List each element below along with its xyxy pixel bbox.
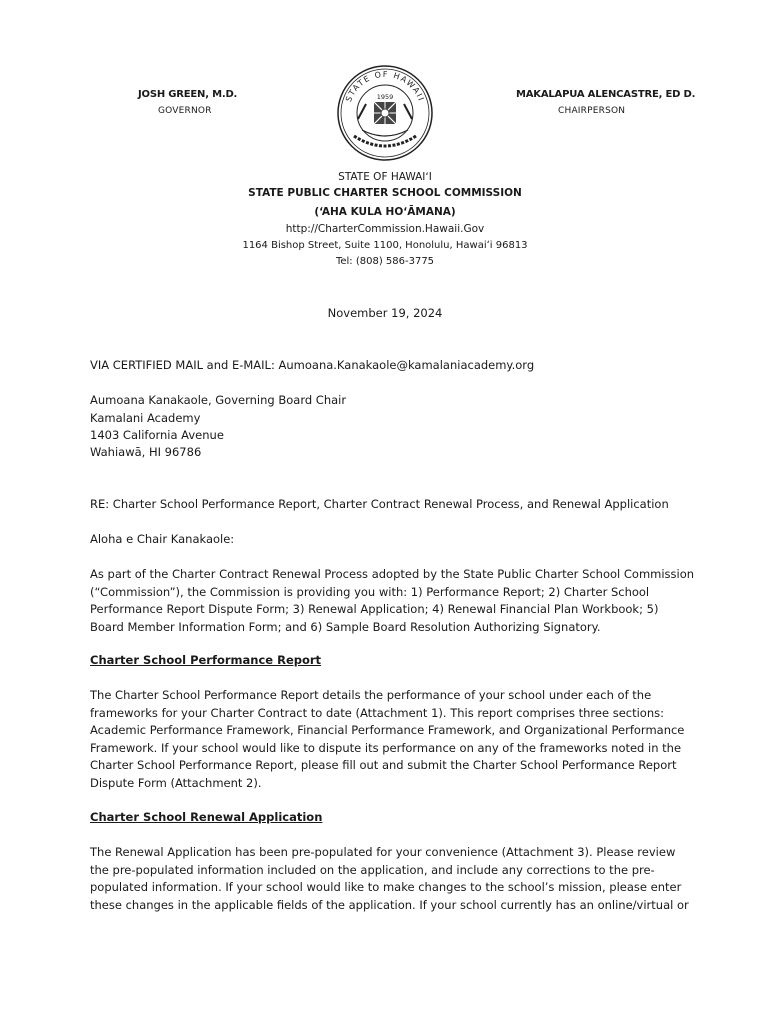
paragraph-line: Academic Performance Framework, Financial Performance Framework, and Organizational Performance [90,723,685,737]
paragraph-line: As part of the Charter Contract Renewal Process adopted by the State Public Charter School Commission [90,567,695,581]
paragraph-line: The Charter School Performance Report details the performance of your school under each of the [90,688,652,702]
paragraph-line: (“Commission”), the Commission is providing you with: 1) Performance Report; 2) Charter School [90,584,650,599]
paragraph-line: these changes in the applicable fields of the application. If your school currently has an online/virtual or [90,897,689,912]
seal-year: 1959 [376,93,394,101]
performance-report-paragraph [90,687,685,792]
office-address: 1164 Bishop Street, Suite 1100, Honolulu, Hawaiʻi 96813 [242,240,528,251]
subject-line: RE: Charter School Performance Report, Charter Contract Renewal Process, and Renewal Application [90,497,669,511]
paragraph-line: Performance Report Dispute Form; 3) Renewal Application; 4) Renewal Financial Plan Workbook; 5) [90,602,659,616]
paragraph-line: Framework. If your school would like to dispute its performance on any of the frameworks noted in the [90,740,682,755]
paragraph-line: the pre-populated information included on the application, and include any corrections to the pre- [90,862,655,877]
paragraph-line: frameworks for your Charter Contract to date (Attachment 1). This report comprises three sections: [90,705,665,720]
delivery-line: VIA CERTIFIED MAIL and E-MAIL: Aumoana.Kanakaole@kamalaniacademy.org [90,358,535,372]
salutation: Aloha e Chair Kanakaole: [90,532,235,546]
governor-title: GOVERNOR [158,106,212,116]
paragraph-line: The Renewal Application has been pre-populated for your convenience (Attachment 3). Please review [90,845,676,859]
recipient-line: Wahiawā, HI 96786 [90,445,202,459]
intro-paragraph [90,566,695,636]
website-link[interactable]: http://CharterCommission.Hawaii.Gov [285,223,485,235]
commission-name: STATE PUBLIC CHARTER SCHOOL COMMISSION [248,187,522,199]
seal-top-text: STATE OF HAWAII [343,69,427,104]
paragraph-line: Board Member Information Form; and 6) Sample Board Resolution Authorizing Signatory. [90,619,601,634]
governor-name: JOSH GREEN, M.D. [138,89,238,100]
telephone: Tel: (808) 586-3775 [335,256,435,267]
paragraph-line: Dispute Form (Attachment 2). [90,775,262,790]
renewal-application-paragraph [90,844,689,914]
chairperson-name: MAKALAPUA ALENCASTRE, ED D. [516,89,696,100]
recipient-line: 1403 California Avenue [90,428,224,442]
hawaiian-name: (ʻAHA KULA HOʻĀMANA) [314,206,456,218]
chairperson-block [516,88,695,118]
recipient-line: Kamalani Academy [90,411,201,425]
paragraph-line: Charter School Performance Report, please fill out and submit the Charter School Performance Report [90,758,677,772]
chairperson-title: CHAIRPERSON [558,106,626,116]
state-line: STATE OF HAWAIʻI [338,171,432,183]
letter-date: November 19, 2024 [327,306,443,320]
state-seal-icon [336,64,434,162]
paragraph-line: populated information. If your school would like to make changes to the school’s mission, please enter [90,880,682,894]
section-heading-performance-report: Charter School Performance Report [90,653,322,667]
section-heading-renewal-application: Charter School Renewal Application [90,810,323,824]
recipient-line: Aumoana Kanakaole, Governing Board Chair [90,393,347,407]
governor-block [138,88,237,118]
